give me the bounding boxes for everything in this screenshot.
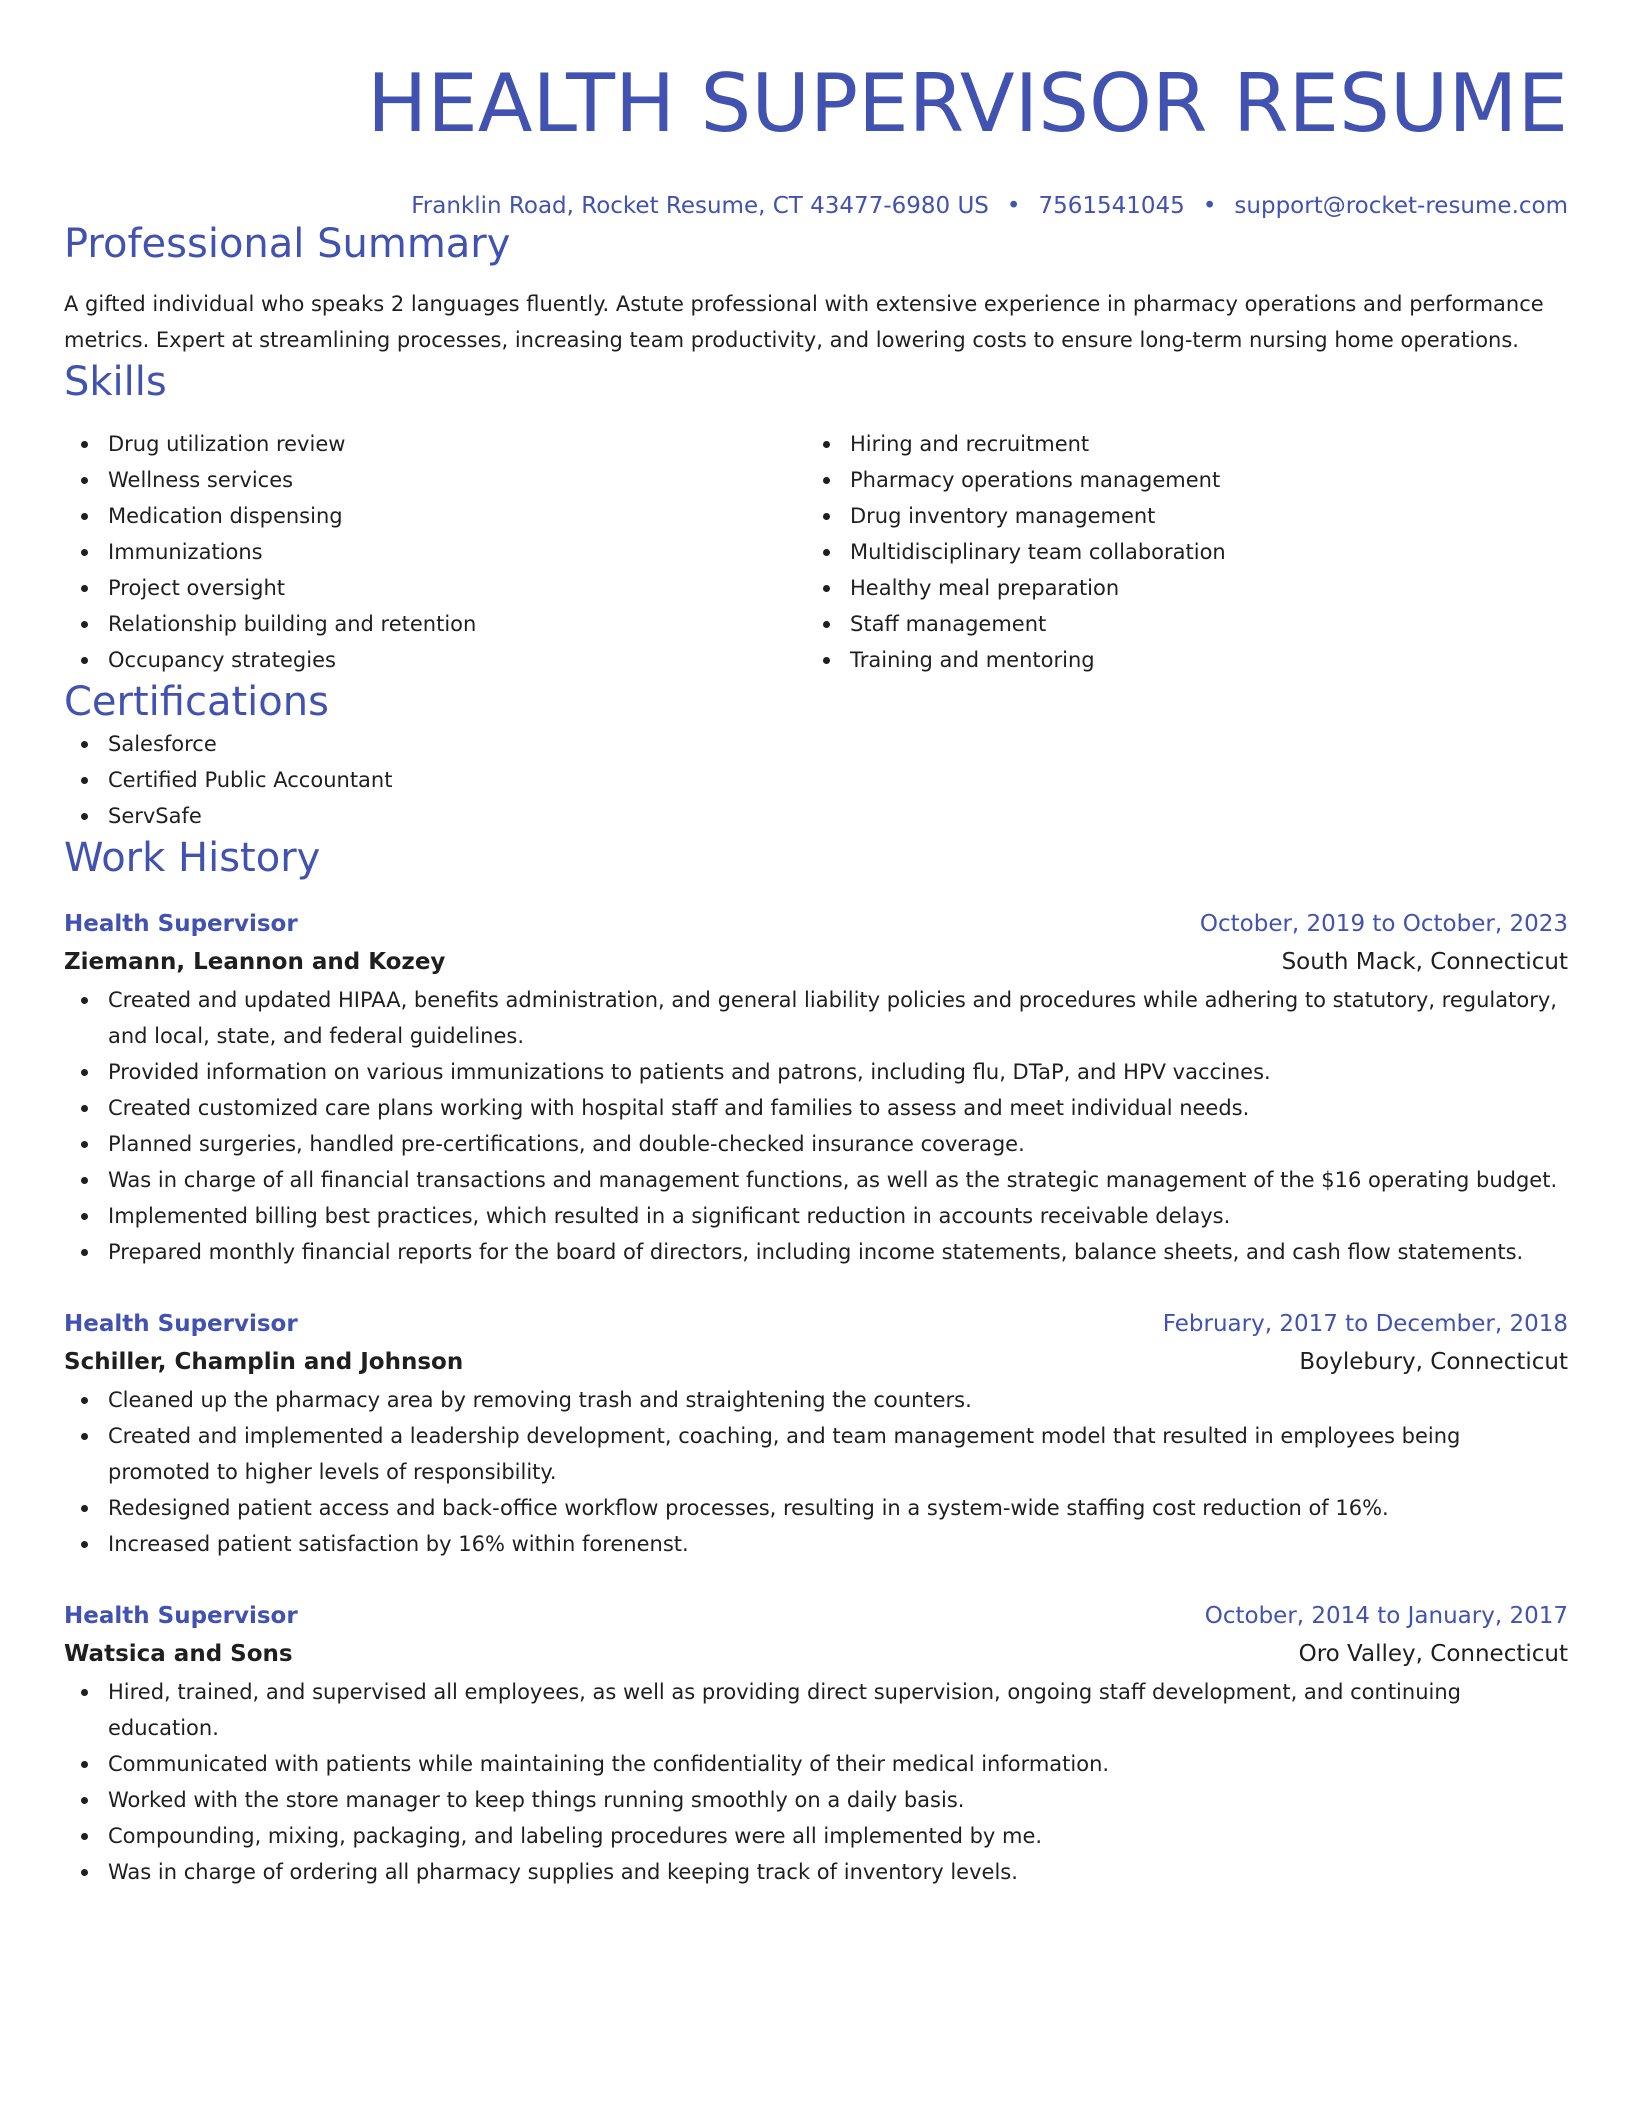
skills-list-right	[806, 426, 1548, 678]
job-employer-row	[64, 1342, 1568, 1382]
job-entry	[64, 906, 1568, 1270]
certifications-heading: Certifications	[64, 679, 329, 725]
summary-text: A gifted individual who speaks 2 languages fluently. Astute professional with extensive experience in pharmacy operations and performance metrics. Expert at streamlining processes, increasing team productivity, and lowering costs to ensure long-term nursing home operations.	[64, 292, 1544, 352]
contact-separator: •	[1006, 193, 1021, 219]
skills-column-left	[64, 426, 806, 678]
certification-item: ServSafe	[64, 798, 1568, 834]
job-duty-item: Planned surgeries, handled pre-certifications, and double-checked insurance coverage.	[64, 1126, 1568, 1162]
skill-item: Project oversight	[64, 570, 806, 606]
job-title: Health Supervisor	[64, 1311, 298, 1337]
job-duty-item: Compounding, mixing, packaging, and labeling procedures were all implemented by me.	[64, 1818, 1568, 1854]
job-title: Health Supervisor	[64, 1603, 298, 1629]
job-duty-item: Increased patient satisfaction by 16% within forenenst.	[64, 1526, 1568, 1562]
skill-item: Pharmacy operations management	[806, 462, 1548, 498]
job-header-row	[64, 1306, 1568, 1342]
job-dates: October, 2014 to January, 2017	[1204, 1603, 1568, 1629]
job-employer-row	[64, 1634, 1568, 1674]
work-history-heading: Work History	[64, 835, 321, 881]
job-location: Boylebury, Connecticut	[1299, 1349, 1568, 1375]
certification-item: Salesforce	[64, 726, 1568, 762]
job-duty-item: Cleaned up the pharmacy area by removing trash and straightening the counters.	[64, 1382, 1568, 1418]
resume-page	[64, 0, 1568, 1890]
skills-column-right	[806, 426, 1548, 678]
job-location: Oro Valley, Connecticut	[1298, 1641, 1568, 1667]
resume-title: HEALTH SUPERVISOR RESUME	[367, 57, 1568, 150]
contact-line	[64, 192, 1568, 220]
skill-item: Wellness services	[64, 462, 806, 498]
skill-item: Multidisciplinary team collaboration	[806, 534, 1548, 570]
job-duty-item: Created and updated HIPAA, benefits administration, and general liability policies and procedures while adhering to statutory, regulatory, and local, state, and federal guidelines.	[64, 982, 1568, 1054]
skills-heading: Skills	[64, 359, 167, 405]
job-header-row	[64, 906, 1568, 942]
contact-address: Franklin Road, Rocket Resume, CT 43477-6980 US	[411, 193, 989, 219]
job-title: Health Supervisor	[64, 911, 298, 937]
job-duties-list	[64, 1382, 1568, 1562]
skills-list-left	[64, 426, 806, 678]
contact-separator: •	[1202, 193, 1217, 219]
job-duty-item: Redesigned patient access and back-office workflow processes, resulting in a system-wide staffing cost reduction of 16%.	[64, 1490, 1568, 1526]
job-duty-item: Created and implemented a leadership development, coaching, and team management model that resulted in employees being promoted to higher levels of responsibility.	[64, 1418, 1568, 1490]
job-duty-item: Implemented billing best practices, which resulted in a significant reduction in accounts receivable delays.	[64, 1198, 1568, 1234]
job-dates: October, 2019 to October, 2023	[1199, 911, 1568, 937]
job-duty-item: Worked with the store manager to keep things running smoothly on a daily basis.	[64, 1782, 1568, 1818]
job-duty-item: Hired, trained, and supervised all employees, as well as providing direct supervision, ongoing staff development, and continuing education.	[64, 1674, 1568, 1746]
job-duty-item: Prepared monthly financial reports for the board of directors, including income statements, balance sheets, and cash flow statements.	[64, 1234, 1568, 1270]
certifications-list	[64, 726, 1568, 834]
job-duty-item: Was in charge of ordering all pharmacy supplies and keeping track of inventory levels.	[64, 1854, 1568, 1890]
job-employer-row	[64, 942, 1568, 982]
contact-email: support@rocket-resume.com	[1234, 193, 1568, 219]
summary-heading: Professional Summary	[64, 221, 511, 267]
job-duty-item: Provided information on various immunizations to patients and patrons, including flu, DTaP, and HPV vaccines.	[64, 1054, 1568, 1090]
job-duties-list	[64, 982, 1568, 1270]
skills-columns	[64, 426, 1568, 678]
job-entry	[64, 1306, 1568, 1562]
skill-item: Drug inventory management	[806, 498, 1548, 534]
job-company: Ziemann, Leannon and Kozey	[64, 949, 446, 975]
job-company: Schiller, Champlin and Johnson	[64, 1349, 464, 1375]
job-duty-item: Was in charge of all financial transactions and management functions, as well as the strategic management of the $16 operating budget.	[64, 1162, 1568, 1198]
job-duty-item: Created customized care plans working with hospital staff and families to assess and meet individual needs.	[64, 1090, 1568, 1126]
job-company: Watsica and Sons	[64, 1641, 293, 1667]
contact-phone: 7561541045	[1038, 193, 1185, 219]
job-duty-item: Communicated with patients while maintaining the confidentiality of their medical information.	[64, 1746, 1568, 1782]
skill-item: Staff management	[806, 606, 1548, 642]
skill-item: Medication dispensing	[64, 498, 806, 534]
certification-item: Certified Public Accountant	[64, 762, 1568, 798]
job-dates: February, 2017 to December, 2018	[1162, 1311, 1568, 1337]
skill-item: Immunizations	[64, 534, 806, 570]
skill-item: Relationship building and retention	[64, 606, 806, 642]
skill-item: Hiring and recruitment	[806, 426, 1548, 462]
job-header-row	[64, 1598, 1568, 1634]
skill-item: Occupancy strategies	[64, 642, 806, 678]
job-duties-list	[64, 1674, 1568, 1890]
skill-item: Training and mentoring	[806, 642, 1548, 678]
skill-item: Healthy meal preparation	[806, 570, 1548, 606]
job-entry	[64, 1598, 1568, 1890]
skill-item: Drug utilization review	[64, 426, 806, 462]
job-location: South Mack, Connecticut	[1281, 949, 1568, 975]
